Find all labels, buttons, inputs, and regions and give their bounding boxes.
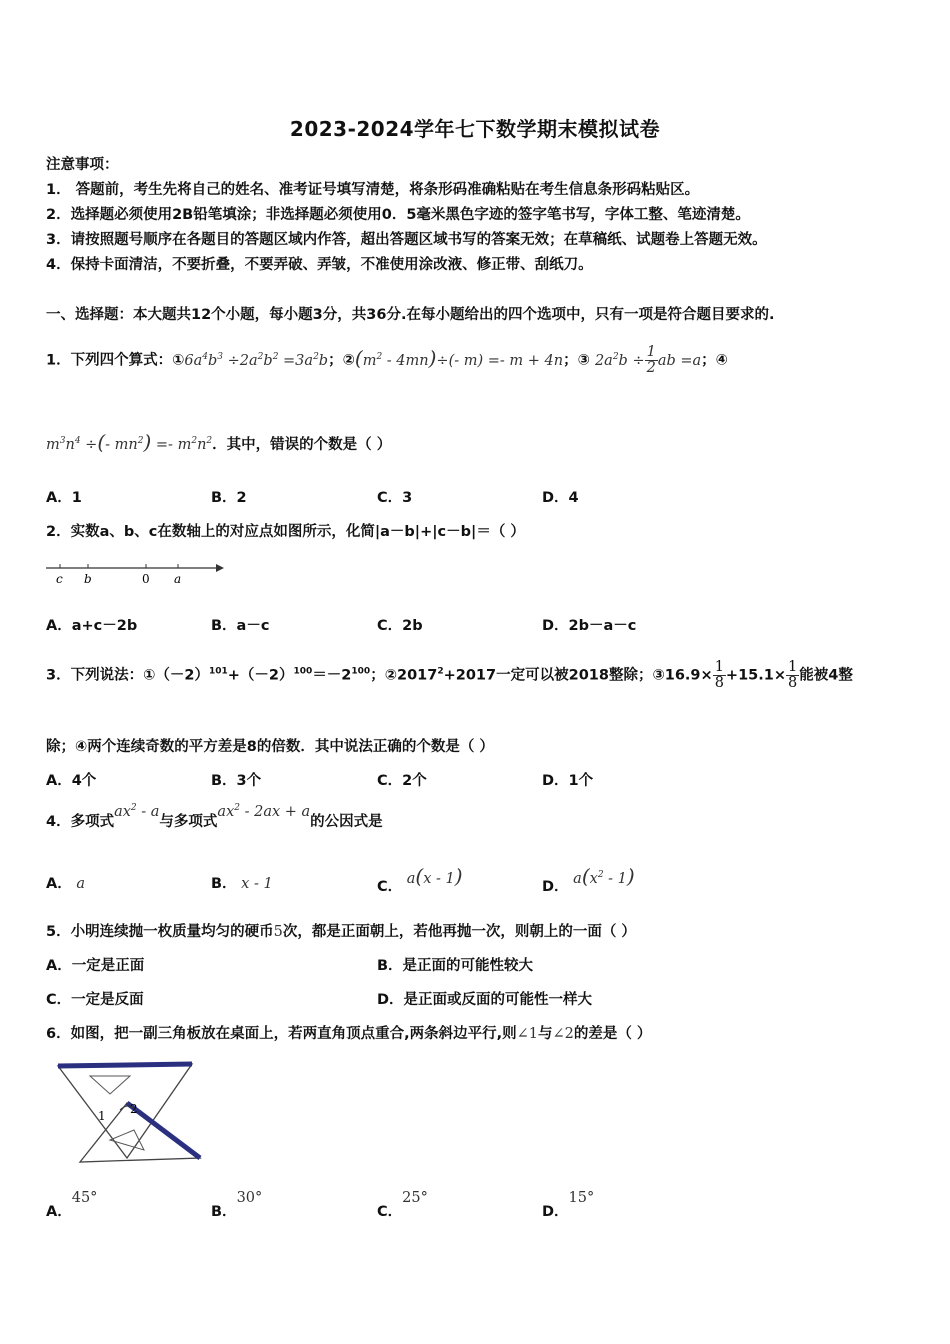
q6-text: 与 [537, 1026, 553, 1042]
q3-exp: 100 [351, 666, 371, 677]
label-a: a [174, 572, 182, 586]
q1-formula-1: $6a^4b^3 \div 2a^2b^2 =3a^2b$ [184, 351, 329, 369]
q1-option-b: B．2 [211, 490, 247, 506]
q3-text: ＝－2 [312, 667, 352, 684]
q3-text: ；②2017 [370, 667, 438, 684]
question-6-stem [46, 1022, 651, 1043]
question-3-line1 [46, 660, 853, 691]
angle-1-label: ∠1 [516, 1026, 538, 1042]
q2-option-d: D．2b－a－c [542, 618, 637, 634]
q5-option-a: A．一定是正面 [46, 958, 145, 974]
q3-exp: 101 [208, 666, 228, 677]
q4-option-c: C． a(x - 1) [377, 864, 463, 895]
q1-formula-4: $m^3n^4$ ÷(- $mn^2) =- m^2n^2$ [46, 430, 213, 454]
q5-option-d: D．是正面或反面的可能性一样大 [377, 992, 593, 1008]
page-title: 2023-2024学年七下数学期末模拟试卷 [289, 117, 661, 141]
q3-option-a: A．4个 [46, 773, 97, 789]
note-item: 2．选择题必须使用2B铅笔填涂；非选择题必须使用0．5毫米黑色字迹的签字笔书写，字体工整、笔迹清楚。 [46, 207, 750, 223]
q6-option-c: C．25° [377, 1190, 428, 1220]
q4-poly-2: $ax^2 - 2ax + a$ [217, 803, 311, 820]
q1-option-d: D．4 [542, 490, 579, 506]
figure-label-2: 2 [130, 1102, 138, 1116]
label-b: b [84, 572, 92, 586]
figure-label-1: 1 [98, 1109, 106, 1123]
q1-prefix: 1．下列四个算式：① [46, 352, 185, 369]
q1-formula-2: $(m^2 - 4mn)\div(-$ m) =- m + 4n [354, 345, 564, 370]
lower-ruler-edge [127, 1103, 200, 1158]
q6-text: 的差是（ ） [573, 1026, 652, 1042]
upper-inner-triangle [90, 1076, 130, 1094]
q1-sep2: ；③ [563, 352, 590, 369]
question-3-line2: 除；④两个连续奇数的平方差是8的倍数．其中说法正确的个数是（ ） [46, 739, 494, 755]
q1-sep: ；② [328, 352, 355, 369]
q1-suffix: ．其中，错误的个数是（ ） [212, 437, 392, 453]
q2-option-c: C．2b [377, 618, 423, 634]
q5-text: 5．小明连续抛一枚质量均匀的硬币 [46, 924, 274, 940]
q3-text: +15.1× [725, 667, 786, 684]
number-line-figure [44, 558, 229, 588]
q6-option-b: B．30° [211, 1190, 263, 1220]
q4-text: 的公因式是 [310, 814, 383, 830]
note-item: 1． 答题前，考生先将自己的姓名、准考证号填写清楚，将条形码准确粘贴在考生信息条形码粘贴区。 [46, 182, 700, 198]
q1-sep3: ；④ [701, 352, 728, 369]
q1-option-c: C．3 [377, 490, 413, 506]
q3-option-d: D．1个 [542, 773, 594, 789]
question-2-stem: 2．实数a、b、c在数轴上的对应点如图所示，化简|a－b|+|c－b|＝（ ） [46, 524, 525, 540]
q6-text: 6．如图，把一副三角板放在桌面上，若两直角顶点重合,两条斜边平行,则 [46, 1026, 517, 1042]
q4-poly-1: $ax^2$ - a [114, 803, 160, 820]
lower-inner-triangle [110, 1130, 144, 1150]
fraction-one-eighth: $\frac{1}{8}$ [788, 659, 798, 691]
section-heading: 一、选择题：本大题共12个小题，每小题3分，共36分.在每小题给出的四个选项中，只有一项是符合题目要求的. [46, 307, 775, 323]
number-line-arrow [216, 564, 224, 572]
q3-text: +2017一定可以被2018整除；③16.9× [443, 667, 713, 684]
angle-2-label: ∠2 [552, 1026, 574, 1042]
q3-exp: 100 [293, 666, 313, 677]
question-5-stem [46, 920, 636, 941]
upper-ruler-edge [58, 1064, 192, 1066]
note-item: 4．保持卡面清洁，不要折叠，不要弄破、弄皱，不准使用涂改液、修正带、刮纸刀。 [46, 257, 593, 273]
q2-option-b: B．a－c [211, 618, 270, 634]
q3-text: +（－2） [227, 667, 294, 684]
q3-text: 3．下列说法：①（－2） [46, 667, 209, 684]
q2-option-a: A．a+c－2b [46, 618, 138, 634]
note-item: 3．请按照题号顺序在各题目的答题区域内作答，超出答题区域书写的答案无效；在草稿纸、试题卷上答题无效。 [46, 232, 767, 248]
q5-text: 次，都是正面朝上，若他再抛一次，则朝上的一面（ ） [282, 924, 636, 940]
notes-heading: 注意事项： [46, 157, 119, 173]
fraction-one-eighth: $\frac{1}{8}$ [714, 659, 724, 691]
triangle-set-figure [52, 1058, 212, 1168]
q3-option-b: B．3个 [211, 773, 262, 789]
q6-option-a: A．45° [46, 1190, 98, 1220]
q5-option-c: C．一定是反面 [46, 992, 144, 1008]
q3-exp: 2 [437, 666, 444, 677]
q1-option-a: A．1 [46, 490, 82, 506]
q5-count: 5 [273, 924, 283, 940]
question-4-stem [46, 803, 383, 831]
q3-option-c: C．2个 [377, 773, 427, 789]
q5-option-b: B．是正面的可能性较大 [377, 958, 534, 974]
q1-formula-3: $2a^2b$ ÷ $\frac{1}{2}$ ab =a [594, 344, 702, 376]
question-1-line2 [46, 430, 391, 454]
q3-text: 能被4整 [799, 667, 853, 684]
q4-option-a: A． a [46, 876, 85, 892]
q4-option-b: B． x - 1 [211, 876, 273, 892]
q4-text: 4．多项式 [46, 814, 115, 830]
label-c: c [56, 572, 63, 586]
question-1-line1 [46, 345, 728, 376]
q4-text: 与多项式 [159, 814, 218, 830]
label-0: 0 [142, 572, 150, 586]
q4-option-d: D． $a(x^2 - 1)$ [542, 864, 635, 895]
q6-option-d: D．15° [542, 1190, 595, 1220]
